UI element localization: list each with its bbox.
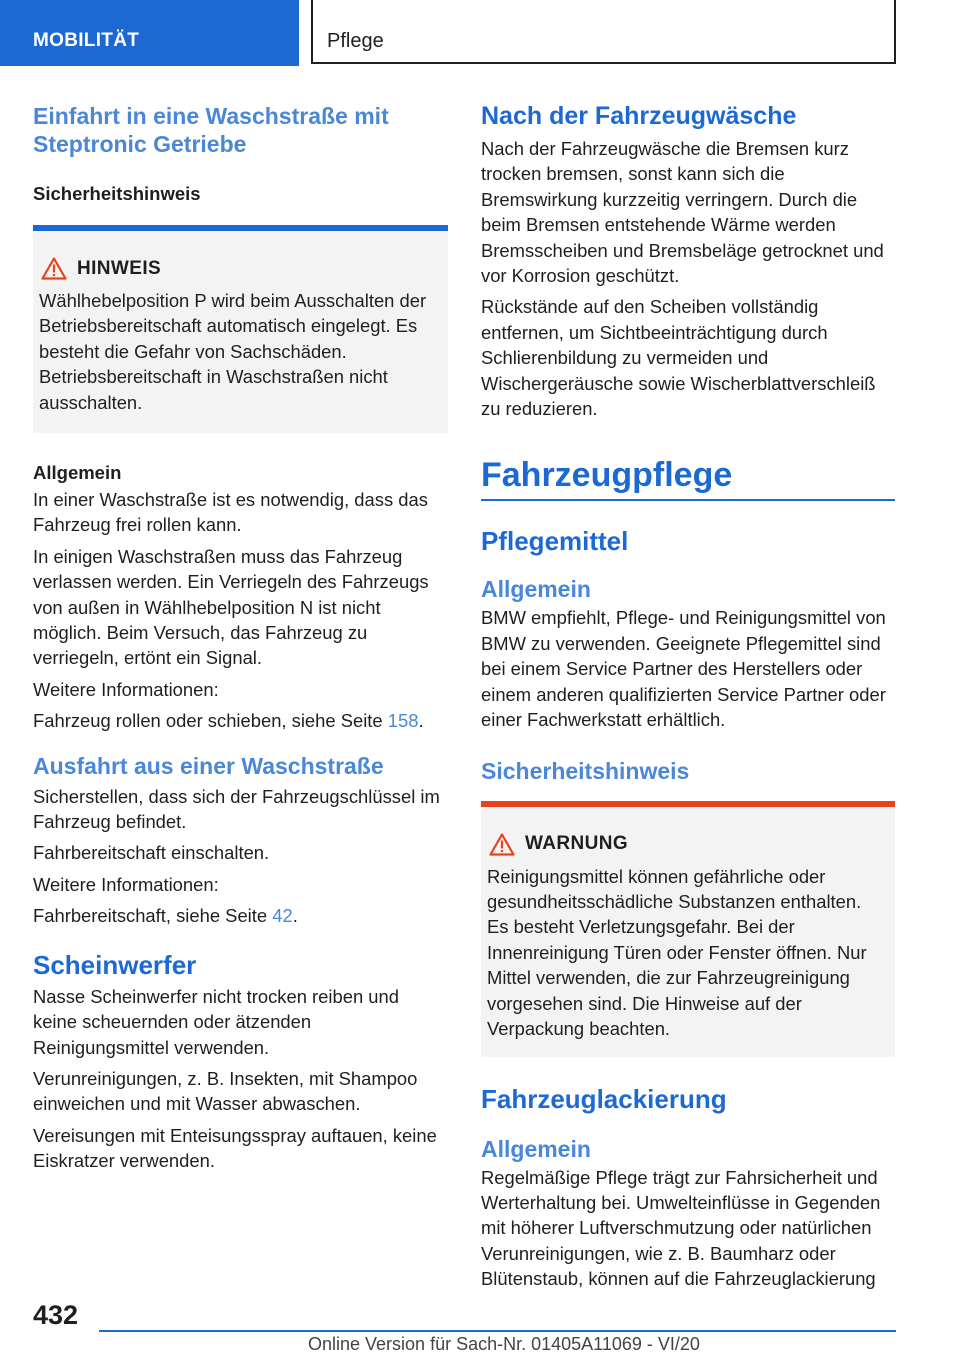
right-column: [481, 100, 895, 1292]
heading-safety-note: Sicherheitshinweis: [33, 183, 201, 204]
paragraph: Nach der Fahrzeugwäsche die Bremsen kurz trocken bremsen, sonst kann sich die Bremswirkung kurzzeitig verringern. Durch die beim Bremsen entstehende Wärme werden Bremsscheiben und Bremsbeläge getrocknet und vor Korrosion geschützt.: [481, 138, 884, 287]
paragraph: Weitere Informationen:: [33, 678, 219, 700]
heading-after-wash: Nach der Fahrzeugwäsche: [481, 102, 797, 130]
notice-text: Wählhebelposition P wird beim Ausschalten der Betriebsbereitschaft automatisch eingelegt. Es besteht die Gefahr von Sachschäden. Betriebsbereitschaft in Waschstraßen nicht ausschalten.: [39, 290, 427, 413]
paragraph: Nasse Scheinwerfer nicht trocken reiben und keine scheuernden oder ätzenden Reinigungsmittel verwenden.: [33, 985, 399, 1058]
page-link-158[interactable]: 158: [387, 710, 419, 732]
paragraph: Rückstände auf den Scheiben vollständig entfernen, um Sichtbeeinträchtigung durch Schlierenbildung zu vermeiden und Wischergeräusche sowie Wischerblattverschleiß zu reduzieren.: [481, 296, 876, 420]
heading-safety-note: Sicherheitshinweis: [481, 757, 690, 784]
footer-version: Online Version für Sach-Nr. 01405A11069 - VI/20: [308, 1334, 700, 1354]
warning-triangle-icon: [489, 833, 515, 856]
paragraph: In einer Waschstraße ist es notwendig, dass das Fahrzeug frei rollen kann.: [33, 489, 428, 536]
heading-exit-car-wash: Ausfahrt aus einer Waschstraße: [33, 752, 384, 779]
heading-car-wash-steptronic: Einfahrt in eine Waschstraße mit Steptronic Getriebe: [33, 103, 389, 157]
heading-general: Allgemein: [481, 576, 591, 603]
page-link-42[interactable]: 42: [272, 905, 293, 927]
warning-box: [481, 801, 895, 1057]
heading-vehicle-care: Fahrzeugpflege: [481, 456, 733, 495]
section-divider: [481, 499, 895, 501]
paragraph: BMW empfiehlt, Pflege- und Reinigungsmittel von BMW zu verwenden. Geeignete Pflegemittel sind bei einem Service Partner des Herstellers oder einem anderen qualifizierten Service Partner oder einer Fachwerkstatt erhältlich.: [481, 607, 886, 731]
paragraph: Sicherstellen, dass sich der Fahrzeugschlüssel im Fahrzeug befindet.: [33, 785, 440, 833]
warning-triangle-icon: [41, 257, 67, 280]
paragraph-reference: Fahrbereitschaft, siehe Seite 42.: [33, 905, 298, 927]
warning-text: Reinigungsmittel können gefährliche oder gesundheitsschädliche Substanzen enthalten. Es besteht Verletzungsgefahr. Bei der Innenreinigung Türen oder Fenster öffnen. Nur Mittel verwenden, die zur Fahrzeugreinigung vorgesehen sind. Die Hinweise auf der Verpackung beachten.: [487, 865, 867, 1039]
notice-title: HINWEIS: [77, 257, 162, 279]
chapter-tab: MOBILITÄT: [0, 0, 299, 66]
paragraph: Fahrbereitschaft einschalten.: [33, 842, 270, 864]
paragraph: Verunreinigungen, z. B. Insekten, mit Shampoo einweichen und mit Wasser abwaschen.: [33, 1067, 418, 1115]
paragraph-reference: Fahrzeug rollen oder schieben, siehe Seite 158.: [33, 710, 424, 732]
footer-divider: [99, 1330, 896, 1332]
heading-care-products: Pflegemittel: [481, 526, 629, 557]
left-column: [33, 100, 448, 1174]
paragraph: Regelmäßige Pflege trägt zur Fahrsicherheit und Werterhaltung bei. Umwelteinflüsse in Gegenden mit höherer Luftverschmutzung oder natürlichen Verunreinigungen, wie z. B. Baumharz oder Blütenstaub, können auf die Fahrzeuglackierung: [481, 1166, 881, 1290]
notice-box: [33, 225, 448, 433]
heading-general: Allgemein: [33, 462, 122, 483]
heading-headlights: Scheinwerfer: [33, 949, 197, 980]
page-header: [0, 0, 960, 66]
paragraph: Weitere Informationen:: [33, 873, 219, 895]
paragraph: In einigen Waschstraßen muss das Fahrzeug verlassen werden. Ein Verriegeln des Fahrzeugs von außen in Wählhebelposition N ist nicht möglich. Beim Versuch, das Fahrzeug zu verriegeln, ertönt ein Signal.: [33, 545, 429, 669]
paragraph: Vereisungen mit Enteisungsspray auftauen, keine Eiskratzer verwenden.: [33, 1124, 437, 1172]
heading-paintwork: Fahrzeuglackierung: [481, 1083, 727, 1114]
warning-title: WARNUNG: [525, 833, 629, 854]
heading-general: Allgemein: [481, 1135, 591, 1162]
section-tab: Pflege: [311, 0, 896, 64]
page-number: 432: [33, 1300, 79, 1330]
